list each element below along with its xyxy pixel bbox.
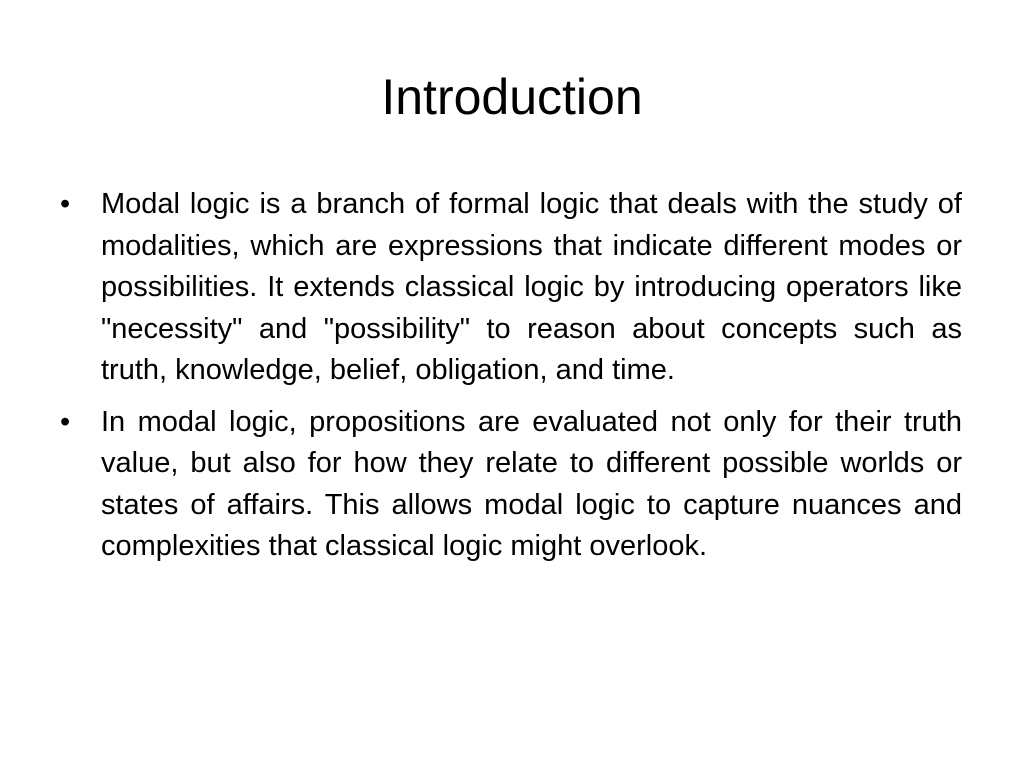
bullet-text: In modal logic, propositions are evaluated not only for their truth value, but also for how they relate to different possible worlds or states of affairs. This allows modal logic to capture nuances and complexities that classical logic might overlook. — [101, 405, 962, 562]
bullet-dot-icon: • — [60, 188, 71, 220]
bullet-item — [60, 184, 962, 392]
bullet-text: Modal logic is a branch of formal logic that deals with the study of modalities, which are expressions that indicate different modes or possibilities. It extends classical logic by introducing operators like "necessity" and "possibility" to reason about concepts such as truth, knowledge, belief, obligation, and time. — [101, 188, 962, 386]
slide-title: Introduction — [381, 69, 643, 125]
bullet-dot-icon: • — [60, 405, 71, 438]
bullet-list — [60, 184, 962, 578]
bullet-item — [60, 402, 962, 568]
